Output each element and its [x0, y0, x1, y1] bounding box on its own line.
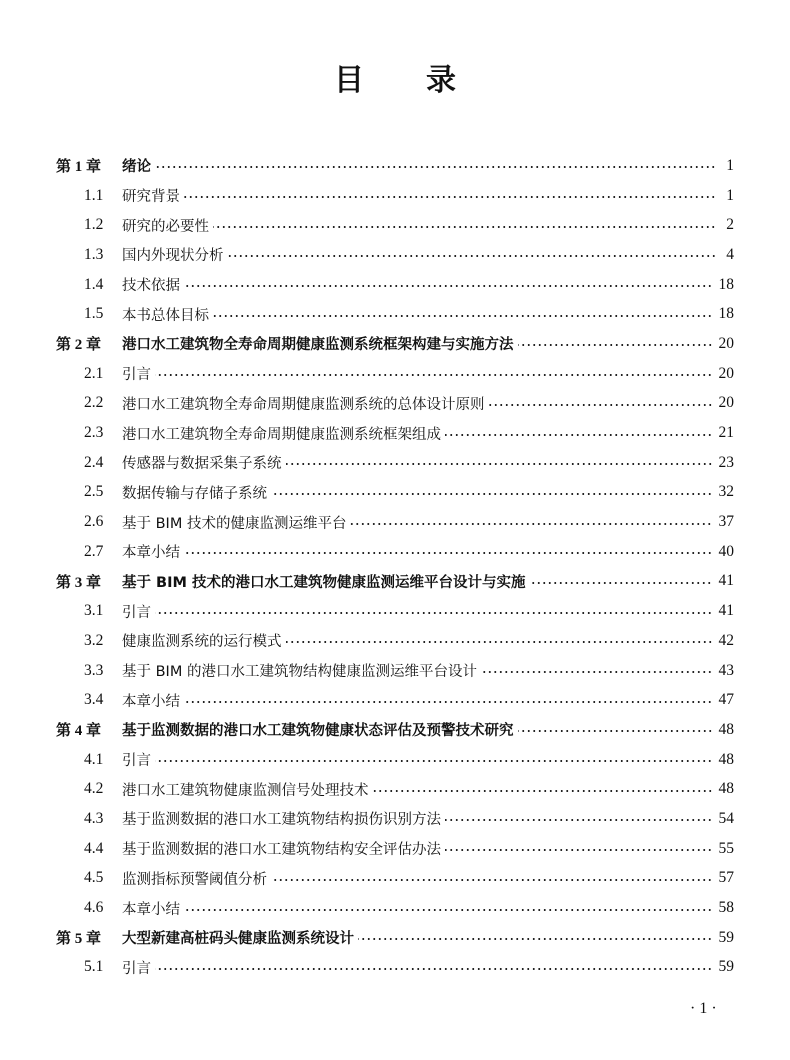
- toc-leader-dots: [518, 343, 713, 347]
- toc-entry-page: 54: [718, 809, 734, 827]
- toc-section-entry[interactable]: [56, 804, 734, 834]
- toc-entry-number: 4.6: [84, 899, 104, 917]
- toc-entry-title: 港口水工建筑物全寿命周期健康监测系统框架组成: [122, 426, 441, 443]
- toc-entry-title: 健康监测系统的运行模式: [122, 634, 282, 651]
- toc-entry-number: 3.3: [84, 661, 104, 679]
- toc-leader-dots: [445, 848, 713, 852]
- toc-entry-page: 2: [726, 216, 734, 234]
- toc-entry-title: 引言: [122, 604, 151, 621]
- toc-entry-number: 4.2: [84, 780, 104, 798]
- toc-leader-dots: [271, 878, 713, 882]
- toc-chapter-entry[interactable]: [56, 715, 734, 745]
- toc-section-entry[interactable]: [56, 953, 734, 983]
- toc-section-entry[interactable]: [56, 864, 734, 894]
- toc-entry-title: 港口水工建筑物全寿命周期健康监测系统的总体设计原则: [122, 396, 485, 413]
- page-number: · 1 ·: [690, 1000, 717, 1017]
- toc-entry-page: 20: [718, 364, 734, 382]
- toc-entry-page: 43: [718, 661, 734, 679]
- toc-entry-page: 59: [718, 958, 734, 976]
- toc-entry-page: 21: [718, 424, 734, 442]
- toc-entry-title: 港口水工建筑物全寿命周期健康监测系统框架构建与实施方法: [122, 337, 514, 354]
- toc-leader-dots: [286, 462, 713, 466]
- toc-entry-title: 基于监测数据的港口水工建筑物健康状态评估及预警技术研究: [122, 723, 514, 740]
- toc-entry-number: 4.4: [84, 839, 104, 857]
- page-title: [0, 55, 790, 99]
- toc-entry-number: 1.4: [84, 275, 104, 293]
- toc-entry-page: 47: [718, 691, 734, 709]
- toc-section-entry[interactable]: [56, 299, 734, 329]
- toc-entry-number: 第 5 章: [56, 931, 102, 948]
- toc-entry-page: 18: [718, 305, 734, 323]
- toc-section-entry[interactable]: [56, 834, 734, 864]
- toc-entry-title: 绪论: [122, 159, 151, 176]
- toc-entry-title: 引言: [122, 753, 151, 770]
- toc-entry-title: 数据传输与存储子系统: [122, 485, 267, 502]
- toc-leader-dots: [445, 818, 713, 822]
- toc-entry-title: 国内外现状分析: [122, 248, 224, 265]
- toc-entry-title: 本章小结: [122, 693, 180, 710]
- toc-entry-number: 1.2: [84, 216, 104, 234]
- toc-entry-number: 2.7: [84, 542, 104, 560]
- toc-leader-dots: [155, 967, 713, 971]
- table-of-contents: [56, 151, 734, 982]
- toc-section-entry[interactable]: [56, 418, 734, 448]
- toc-entry-title: 基于 BIM 技术的港口水工建筑物健康监测运维平台设计与实施: [122, 574, 526, 591]
- toc-leader-dots: [481, 670, 713, 674]
- toc-section-entry[interactable]: [56, 478, 734, 508]
- toc-section-entry[interactable]: [56, 596, 734, 626]
- toc-entry-title: 基于监测数据的港口水工建筑物结构安全评估办法: [122, 842, 441, 859]
- toc-entry-page: 41: [718, 602, 734, 620]
- toc-leader-dots: [184, 700, 713, 704]
- toc-entry-title: 研究背景: [122, 189, 180, 206]
- toc-section-entry[interactable]: [56, 745, 734, 775]
- toc-entry-number: 4.5: [84, 869, 104, 887]
- toc-leader-dots: [184, 551, 713, 555]
- toc-chapter-entry[interactable]: [56, 329, 734, 359]
- toc-section-entry[interactable]: [56, 181, 734, 211]
- toc-leader-dots: [155, 759, 713, 763]
- toc-section-entry[interactable]: [56, 240, 734, 270]
- toc-entry-page: 40: [718, 542, 734, 560]
- toc-chapter-entry[interactable]: [56, 151, 734, 181]
- toc-entry-page: 42: [718, 631, 734, 649]
- toc-leader-dots: [155, 165, 716, 169]
- toc-section-entry[interactable]: [56, 537, 734, 567]
- toc-leader-dots: [489, 403, 713, 407]
- toc-entry-page: 4: [726, 245, 734, 263]
- toc-section-entry[interactable]: [56, 210, 734, 240]
- toc-chapter-entry[interactable]: [56, 923, 734, 953]
- toc-entry-title: 引言: [122, 367, 151, 384]
- toc-entry-number: 3.2: [84, 631, 104, 649]
- toc-entry-number: 2.4: [84, 453, 104, 471]
- toc-entry-page: 20: [718, 394, 734, 412]
- toc-entry-page: 23: [718, 453, 734, 471]
- toc-leader-dots: [155, 611, 713, 615]
- toc-leader-dots: [155, 373, 713, 377]
- toc-leader-dots: [184, 284, 713, 288]
- toc-entry-title: 大型新建高桩码头健康监测系统设计: [122, 931, 354, 948]
- toc-entry-title: 传感器与数据采集子系统: [122, 456, 282, 473]
- toc-entry-number: 1.5: [84, 305, 104, 323]
- toc-leader-dots: [184, 195, 716, 199]
- toc-section-entry[interactable]: [56, 656, 734, 686]
- toc-entry-page: 57: [718, 869, 734, 887]
- toc-leader-dots: [286, 640, 713, 644]
- toc-leader-dots: [358, 937, 713, 941]
- toc-entry-number: 4.1: [84, 750, 104, 768]
- toc-entry-title: 基于监测数据的港口水工建筑物结构损伤识别方法: [122, 812, 441, 829]
- toc-entry-title: 本章小结: [122, 901, 180, 918]
- toc-entry-number: 第 2 章: [56, 337, 102, 354]
- toc-entry-number: 第 4 章: [56, 723, 102, 740]
- toc-entry-page: 55: [718, 839, 734, 857]
- toc-leader-dots: [271, 492, 713, 496]
- toc-entry-page: 58: [718, 899, 734, 917]
- page-title-char-2: 录: [426, 63, 456, 98]
- toc-leader-dots: [373, 789, 713, 793]
- toc-leader-dots: [213, 314, 713, 318]
- toc-entry-page: 48: [718, 720, 734, 738]
- toc-entry-page: 59: [718, 928, 734, 946]
- toc-section-entry[interactable]: [56, 389, 734, 419]
- toc-leader-dots: [529, 581, 712, 585]
- toc-section-entry[interactable]: [56, 893, 734, 923]
- toc-entry-number: 2.3: [84, 424, 104, 442]
- toc-leader-dots: [350, 522, 712, 526]
- toc-entry-number: 1.1: [84, 186, 104, 204]
- toc-leader-dots: [228, 254, 717, 258]
- toc-entry-title: 本书总体目标: [122, 307, 209, 324]
- toc-entry-number: 4.3: [84, 809, 104, 827]
- toc-section-entry[interactable]: [56, 774, 734, 804]
- toc-leader-dots: [445, 433, 713, 437]
- toc-entry-title: 本章小结: [122, 545, 180, 562]
- toc-entry-number: 3.1: [84, 602, 104, 620]
- toc-entry-page: 48: [718, 750, 734, 768]
- toc-entry-page: 1: [726, 156, 734, 174]
- toc-entry-title: 基于 BIM 的港口水工建筑物结构健康监测运维平台设计: [122, 664, 477, 681]
- toc-entry-title: 技术依据: [122, 278, 180, 295]
- toc-entry-title: 监测指标预警阈值分析: [122, 871, 267, 888]
- toc-entry-page: 1: [726, 186, 734, 204]
- toc-section-entry[interactable]: [56, 359, 734, 389]
- toc-entry-number: 2.1: [84, 364, 104, 382]
- toc-entry-number: 第 1 章: [56, 159, 102, 176]
- toc-entry-title: 研究的必要性: [122, 218, 209, 235]
- toc-entry-title: 港口水工建筑物健康监测信号处理技术: [122, 782, 369, 799]
- toc-section-entry[interactable]: [56, 626, 734, 656]
- toc-section-entry[interactable]: [56, 448, 734, 478]
- toc-entry-title: 基于 BIM 技术的健康监测运维平台: [122, 515, 347, 532]
- toc-entry-page: 37: [718, 513, 734, 531]
- toc-entry-title: 引言: [122, 960, 151, 977]
- toc-entry-page: 20: [718, 334, 734, 352]
- page-title-char-1: 目: [334, 63, 364, 98]
- toc-leader-dots: [518, 729, 713, 733]
- toc-entry-number: 5.1: [84, 958, 104, 976]
- toc-entry-page: 18: [718, 275, 734, 293]
- toc-leader-dots: [184, 908, 713, 912]
- toc-entry-number: 2.5: [84, 483, 104, 501]
- toc-section-entry[interactable]: [56, 507, 734, 537]
- toc-leader-dots: [213, 225, 716, 229]
- toc-entry-page: 41: [718, 572, 734, 590]
- toc-entry-number: 1.3: [84, 245, 104, 263]
- toc-chapter-entry[interactable]: [56, 567, 734, 597]
- toc-entry-page: 48: [718, 780, 734, 798]
- toc-entry-page: 32: [718, 483, 734, 501]
- toc-entry-number: 2.2: [84, 394, 104, 412]
- toc-entry-number: 2.6: [84, 513, 104, 531]
- toc-section-entry[interactable]: [56, 685, 734, 715]
- toc-entry-number: 3.4: [84, 691, 104, 709]
- toc-section-entry[interactable]: [56, 270, 734, 300]
- toc-entry-number: 第 3 章: [56, 574, 102, 591]
